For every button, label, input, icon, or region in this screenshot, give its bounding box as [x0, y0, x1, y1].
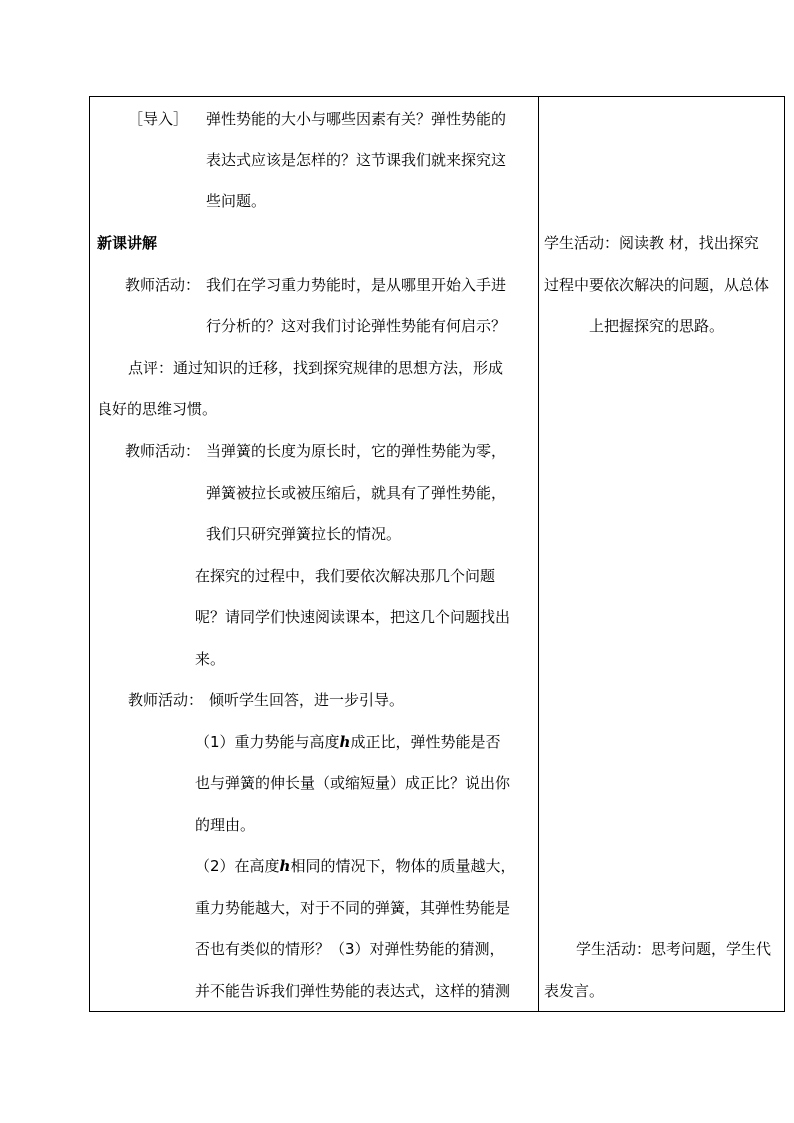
question-text: （2）在高度: [195, 857, 280, 875]
activity-text-line: 我们只研究弹簧拉长的情况。: [206, 525, 402, 543]
question-line: [195, 856, 515, 876]
comment-text-line: 点评：通过知识的迁移，找到探究规律的思想方法，形成: [128, 359, 504, 377]
activity-text-line: 倾听学生回答，进一步引导。: [209, 691, 405, 709]
activity-label: 教师活动：: [125, 442, 201, 460]
intro-text-line: 些问题。: [206, 192, 267, 210]
column-divider: [538, 97, 539, 1011]
question-line: 的理由。: [195, 816, 256, 834]
comment-text-line: 良好的思维习惯。: [97, 400, 218, 418]
student-activity-line: 过程中要依次解决的问题，从总体: [544, 276, 770, 294]
question-text: 成正比，弹性势能是否: [350, 733, 501, 751]
question-line: 重力势能越大，对于不同的弹簧，其弹性势能是: [195, 899, 511, 917]
question-text: （1）重力势能与高度: [195, 733, 340, 751]
paragraph-line: 在探究的过程中，我们要依次解决那几个问题: [195, 567, 496, 585]
activity-label: 教师活动：: [128, 691, 204, 709]
height-symbol: h: [339, 733, 351, 751]
activity-label: 教师活动：: [125, 276, 201, 294]
intro-label: ［导入］: [128, 110, 189, 128]
question-line: 也与弹簧的伸长量（或缩短量）成正比？说出你: [195, 774, 511, 792]
activity-text-line: 当弹簧的长度为原长时，它的弹性势能为零，: [206, 442, 507, 460]
intro-text-line: 弹性势能的大小与哪些因素有关？弹性势能的: [206, 110, 507, 128]
activity-text-line: 弹簧被拉长或被压缩后，就具有了弹性势能，: [206, 484, 507, 502]
paragraph-line: 呢？请同学们快速阅读课本，把这几个问题找出: [195, 608, 511, 626]
height-symbol: h: [279, 857, 291, 875]
activity-text-line: 我们在学习重力势能时，是从哪里开始入手进: [206, 276, 507, 294]
question-line: [195, 732, 500, 752]
student-activity-line: 上把握探究的思路。: [589, 317, 725, 335]
paragraph-line: 来。: [195, 650, 226, 668]
section-title: 新课讲解: [97, 234, 158, 252]
question-line: 否也有类似的情形？（3）对弹性势能的猜测，: [195, 940, 505, 958]
student-activity-line: 学生活动：思考问题，学生代: [576, 940, 772, 958]
activity-text-line: 行分析的？这对我们讨论弹性势能有何启示？: [206, 317, 507, 335]
question-text: 相同的情况下，物体的质量越大，: [290, 857, 516, 875]
student-activity-line: 表发言。: [544, 982, 605, 1000]
intro-text-line: 表达式应该是怎样的？这节课我们就来探究这: [206, 151, 507, 169]
question-line: 并不能告诉我们弹性势能的表达式，这样的猜测: [195, 982, 511, 1000]
student-activity-line: 学生活动：阅读教 材，找出探究: [544, 234, 759, 252]
